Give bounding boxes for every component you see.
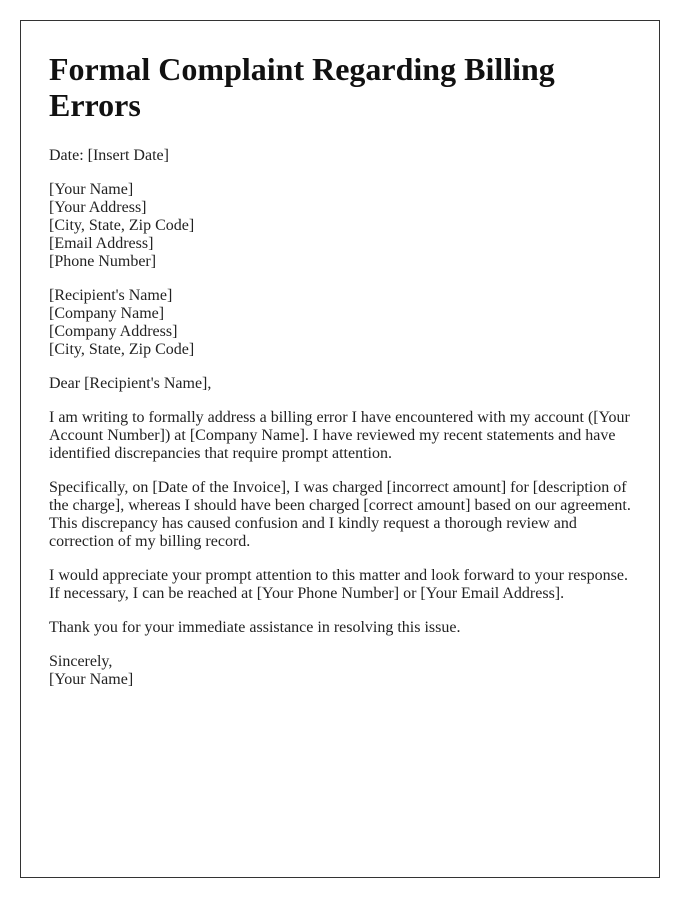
sender-city-state-zip: [City, State, Zip Code] [49, 217, 195, 234]
sender-address-block [49, 181, 639, 271]
body-paragraph-3: I would appreciate your prompt attention to this matter and look forward to your response. If necessary, I can be reached at [Your Phone Number] or [Your Email Address]. [49, 567, 628, 602]
salutation: Dear [Recipient's Name], [49, 375, 212, 392]
date-line: Date: [Insert Date] [49, 147, 169, 164]
sender-phone: [Phone Number] [49, 253, 157, 270]
body-paragraph-2: Specifically, on [Date of the Invoice], I was charged [incorrect amount] for [description of the charge], whereas I should have been charged [correct amount] based on our agreement. This discrepancy has caused confusion and I kindly request a thorough review and correction of my billing record. [49, 479, 631, 550]
body-paragraph-4: Thank you for your immediate assistance in resolving this issue. [49, 619, 461, 636]
letter-content [49, 51, 639, 705]
sender-address: [Your Address] [49, 199, 147, 216]
signature: [Your Name] [49, 671, 134, 688]
recipient-company: [Company Name] [49, 305, 165, 322]
letter-page [20, 20, 660, 878]
recipient-company-address: [Company Address] [49, 323, 178, 340]
closing-block [49, 653, 639, 689]
recipient-city-state-zip: [City, State, Zip Code] [49, 341, 195, 358]
recipient-name: [Recipient's Name] [49, 287, 173, 304]
closing: Sincerely, [49, 653, 113, 670]
page-title: Formal Complaint Regarding Billing Errors [49, 51, 555, 123]
sender-email: [Email Address] [49, 235, 154, 252]
recipient-address-block [49, 287, 639, 359]
sender-name: [Your Name] [49, 181, 134, 198]
body-paragraph-1: I am writing to formally address a billing error I have encountered with my account ([Your Account Number]) at [Company Name]. I have reviewed my recent statements and have identified discrepancies that require prompt attention. [49, 409, 630, 462]
